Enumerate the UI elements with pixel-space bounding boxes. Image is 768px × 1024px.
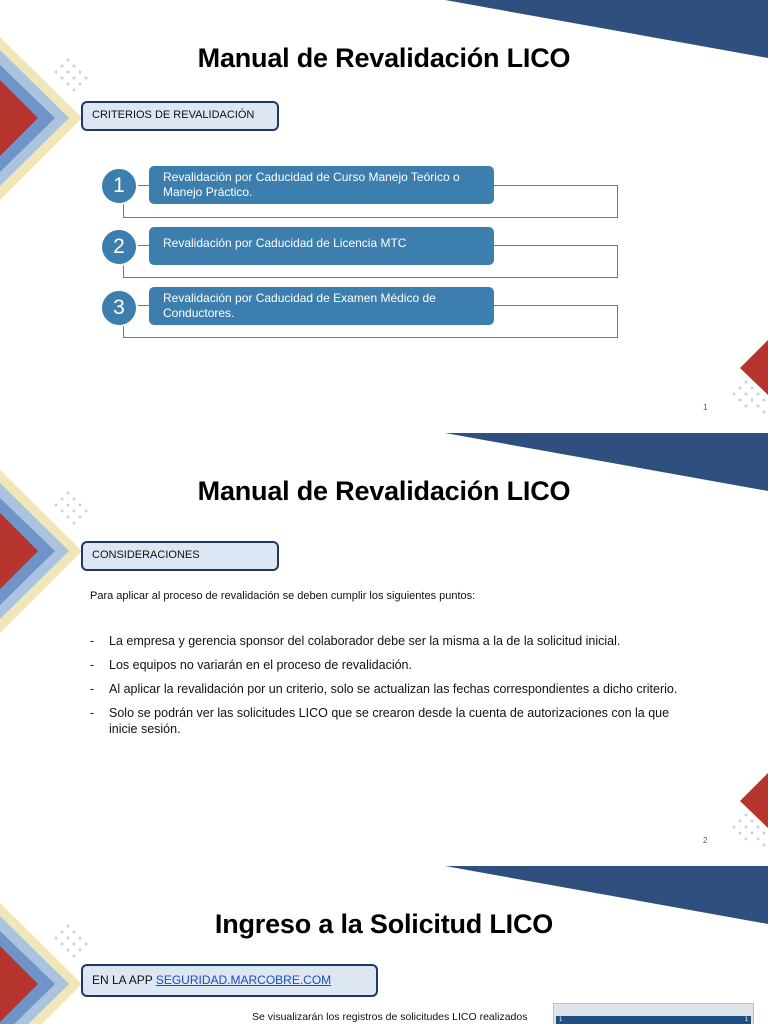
section-label-box: CRITERIOS DE REVALIDACIÓN — [81, 101, 279, 131]
slide-1 — [0, 0, 768, 433]
slide-decoration — [0, 866, 768, 1024]
slide-2 — [0, 433, 768, 866]
page-title: Manual de Revalidación LICO — [197, 43, 571, 73]
considerations-list — [90, 633, 680, 745]
page-title: Ingreso a la Solicitud LICO — [214, 909, 554, 939]
criterion-1-number: 1 — [100, 167, 138, 205]
right-red-triangle — [740, 340, 768, 395]
app-link[interactable]: SEGURIDAD.MARCOBRE.COM — [155, 973, 332, 987]
list-item-text: Al aplicar la revalidación por un criterio, solo se actualizan las fechas correspondientes a dicho criterio. — [109, 682, 678, 696]
bullet-marker: - — [90, 634, 95, 648]
section-label-box: CONSIDERACIONES — [81, 541, 279, 571]
list-item-text: Solo se podrán ver las solicitudes LICO que se crearon desde la cuenta de autorizaciones con la que inicie sesión. — [109, 706, 670, 736]
criterion-1-text: Revalidación por Caducidad de Curso Manejo Teórico o Manejo Práctico. — [149, 166, 494, 204]
list-item-text: La empresa y gerencia sponsor del colaborador debe ser la misma a la de la solicitud inicial. — [109, 634, 621, 648]
slide-3 — [0, 866, 768, 1024]
list-item — [90, 633, 680, 649]
section-label-box — [81, 964, 378, 997]
thumbnail-header-bar — [556, 1016, 751, 1024]
list-item — [90, 657, 680, 673]
criterion-3-number: 3 — [100, 289, 138, 327]
description-text: Se visualizarán los registros de solicitudes LICO realizados — [252, 1011, 528, 1023]
thumbnail-left-marker: 1 — [559, 1017, 563, 1023]
app-screenshot-thumbnail — [553, 1003, 754, 1024]
page-number: 2 — [703, 836, 708, 845]
thumbnail-right-marker: 1 — [744, 1017, 748, 1023]
intro-text: Para aplicar al proceso de revalidación se deben cumplir los siguientes puntos: — [90, 590, 476, 602]
bullet-marker: - — [90, 682, 95, 696]
list-item-text: Los equipos no variarán en el proceso de revalidación. — [109, 658, 412, 672]
list-item — [90, 705, 680, 737]
criterion-2-text: Revalidación por Caducidad de Licencia MTC — [149, 227, 494, 265]
criterion-2-number: 2 — [100, 228, 138, 266]
page-number: 1 — [703, 403, 708, 412]
page-title: Manual de Revalidación LICO — [197, 476, 571, 506]
list-item — [90, 681, 680, 697]
section-prefix: EN LA APP — [92, 973, 156, 987]
bullet-marker: - — [90, 706, 95, 720]
right-red-triangle — [740, 773, 768, 828]
criterion-3-text: Revalidación por Caducidad de Examen Médico de Conductores. — [149, 287, 494, 325]
bullet-marker: - — [90, 658, 95, 672]
